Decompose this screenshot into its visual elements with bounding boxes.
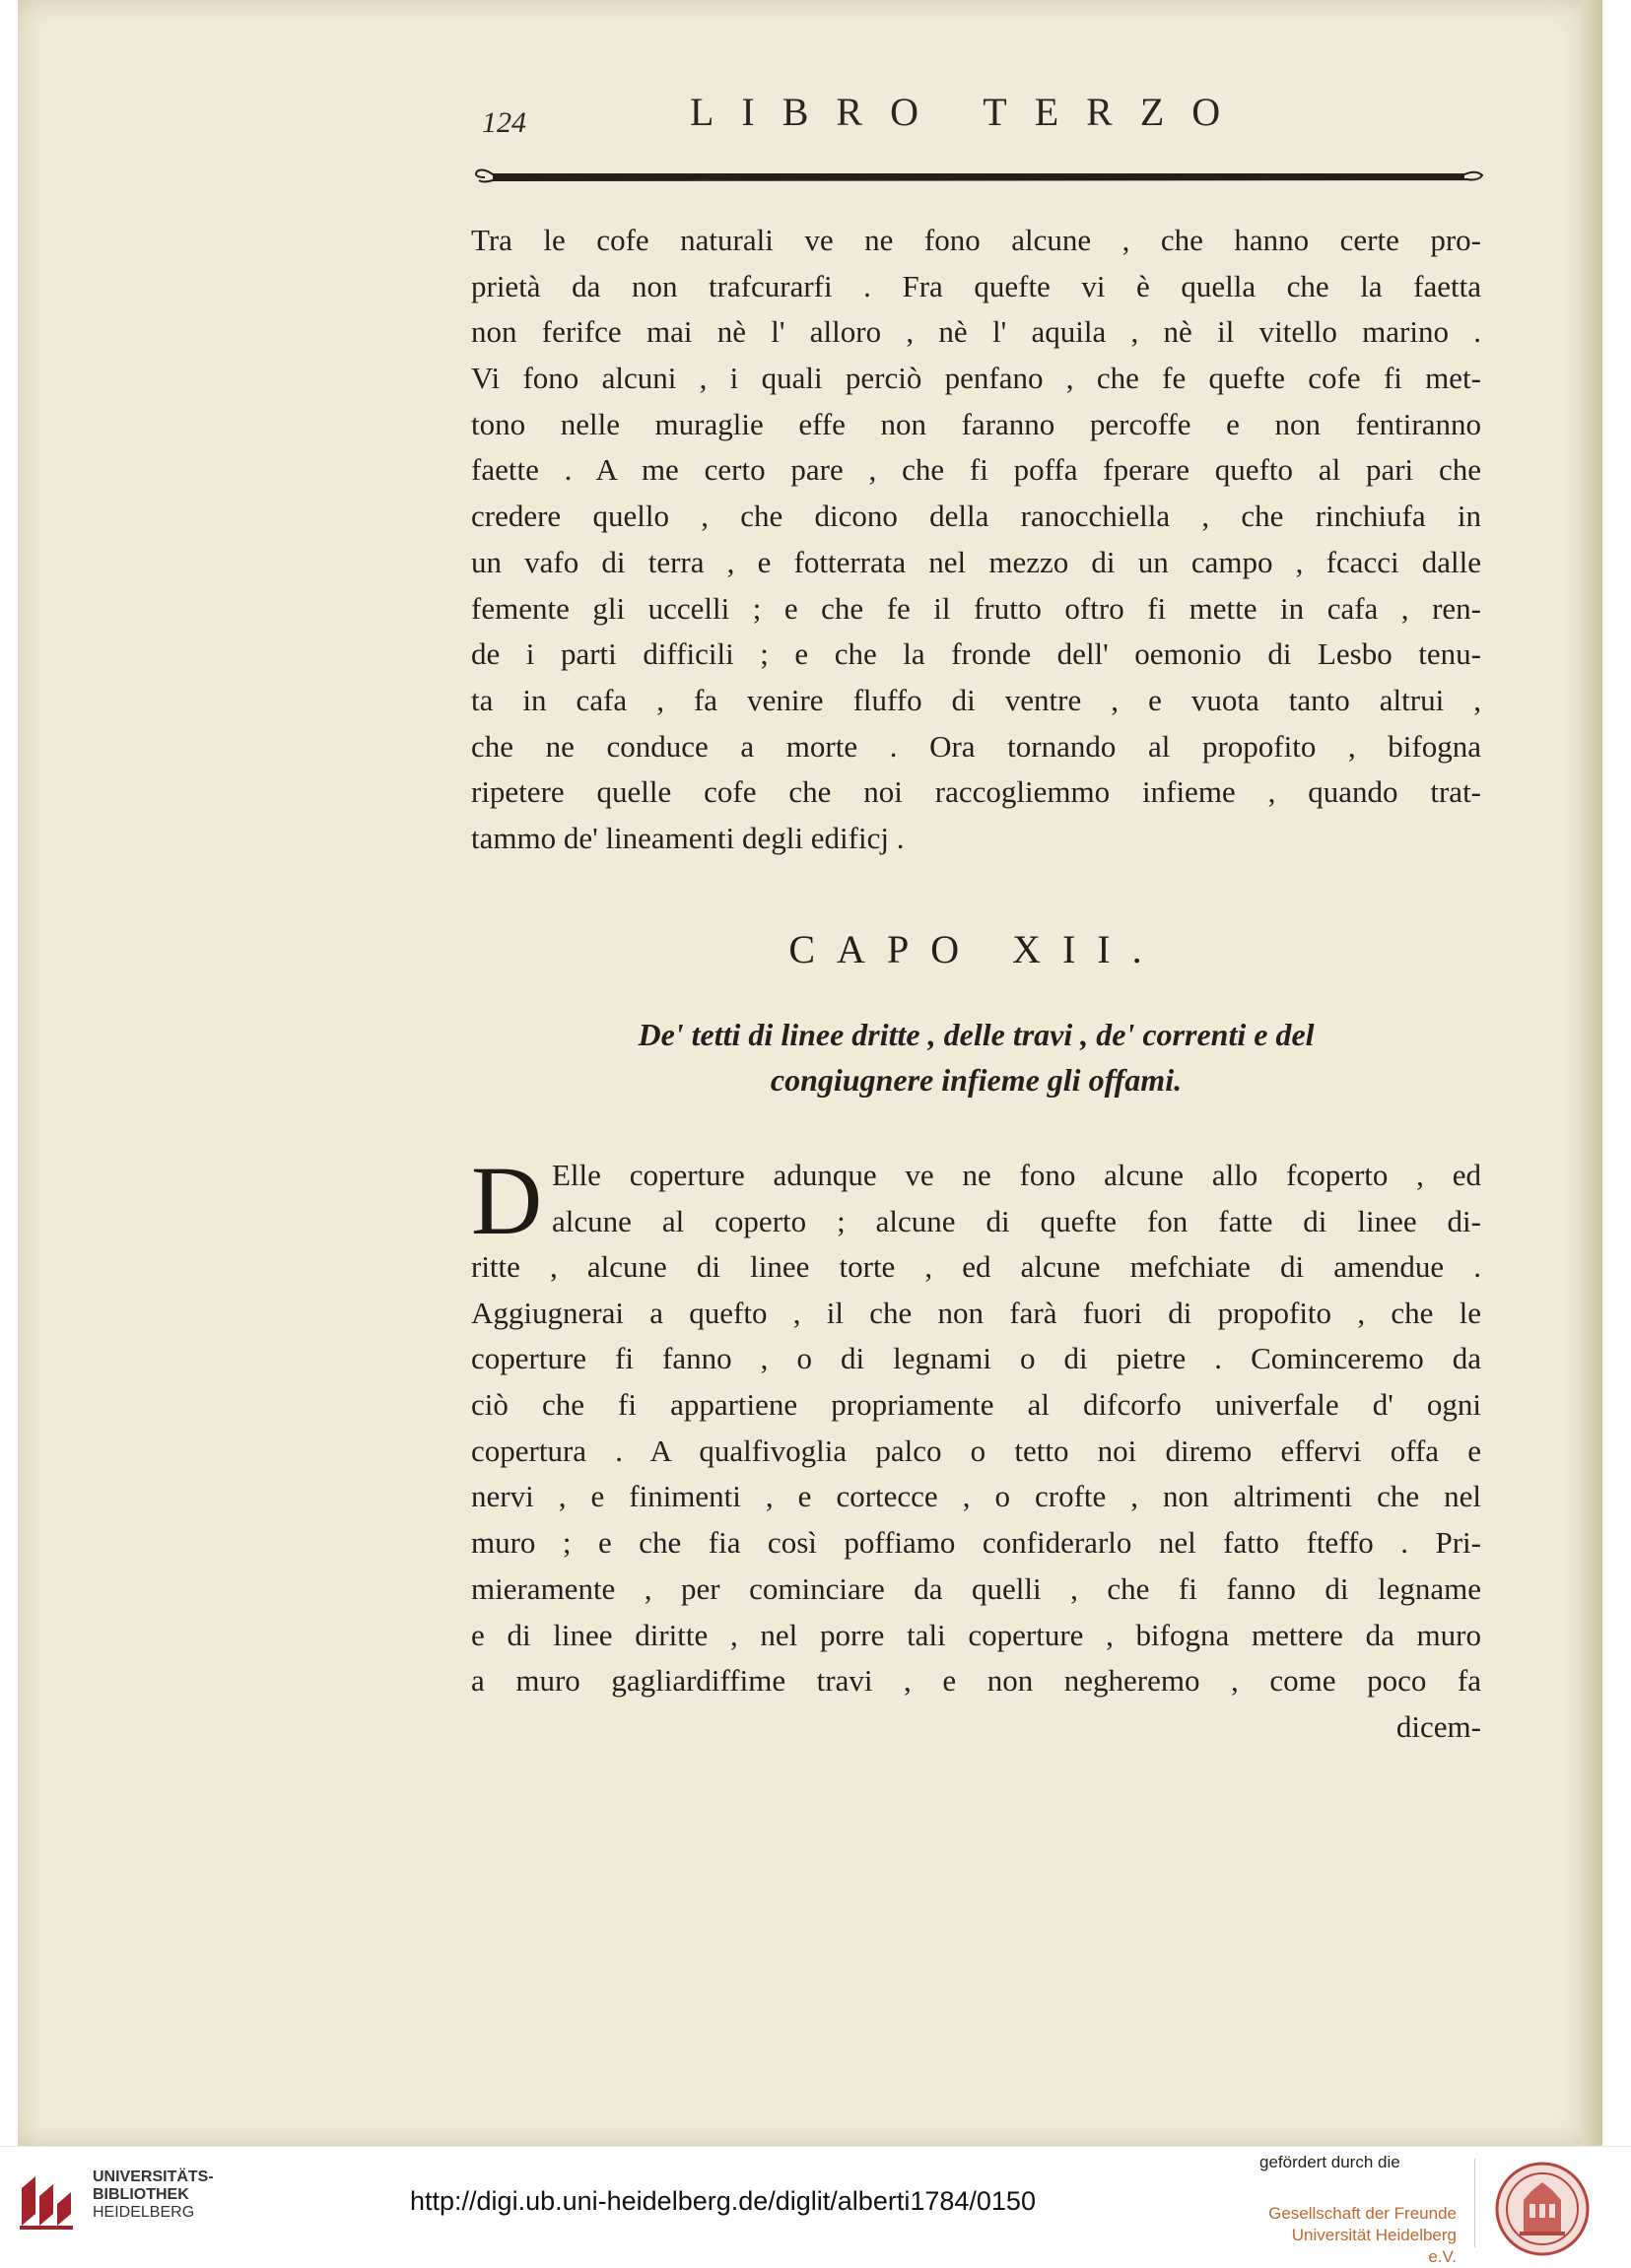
text-line: Aggiugnerai a quefto , il che non farà fuori di propofito , che le <box>471 1295 1481 1330</box>
chapter-subtitle-line: congiugnere infieme gli offami. <box>770 1062 1183 1098</box>
sponsor-label: gefördert durch die <box>1259 2153 1400 2171</box>
text-line: tammo de' lineamenti degli edificj . <box>471 820 905 855</box>
text-line: ripetere quelle cofe che noi raccogliemmo infieme , quando trat- <box>471 774 1481 810</box>
chapter-subtitle <box>471 1012 1481 1102</box>
text-line: che ne conduce a morte . Ora tornando al propofito , bifogna <box>471 728 1481 764</box>
text-line: Vi fono alcuni , i quali perciò penfano , che fe quefte cofe fi met- <box>471 361 1481 396</box>
page-number: 124 <box>482 106 526 139</box>
sponsor-name[interactable] <box>1259 2203 1457 2268</box>
ornamental-rule <box>471 166 1486 189</box>
library-name[interactable] <box>93 2168 214 2222</box>
permalink-url[interactable]: http://digi.ub.uni-heidelberg.de/diglit/alberti1784/0150 <box>410 2186 1036 2216</box>
paragraph-2-opening <box>471 1153 1481 1244</box>
text-line: faette . A me certo pare , che fi poffa fperare quefto al pari che <box>471 452 1481 488</box>
text-line: copertura . A qualfivoglia palco o tetto noi diremo effervi offa e <box>471 1433 1481 1468</box>
text-line: non ferifce mai nè l' alloro , nè l' aquila , nè il vitello marino . <box>471 314 1481 350</box>
text-line: ta in cafa , fa venire fluffo di ventre , e vuota tanto altrui , <box>471 682 1481 717</box>
sponsor-name-line: Universität Heidelberg e.V. <box>1291 2226 1457 2266</box>
text-line: mieramente , per cominciare da quelli , che fi fanno di legname <box>471 1570 1481 1606</box>
paragraph-1 <box>471 218 1481 862</box>
university-seal-icon <box>1494 2161 1591 2257</box>
text-line: Tra le cofe naturali ve ne fono alcune , che hanno certe pro- <box>471 223 1481 257</box>
text-line: Elle coperture adunque ve ne fono alcune allo fcoperto , ed <box>552 1158 1481 1192</box>
footer-divider <box>1474 2159 1475 2247</box>
footer-bar <box>0 2146 1631 2266</box>
chapter-subtitle-line: De' tetti di linee dritte , delle travi , de' correnti e del <box>638 1017 1315 1052</box>
text-line: tono nelle muraglie effe non faranno percoffe e non fentiranno <box>471 406 1481 441</box>
library-name-line: UNIVERSITÄTS- <box>93 2168 214 2185</box>
text-line: ciò che fi appartiene propriamente al difcorfo univerfale d' ogni <box>471 1387 1481 1423</box>
text-line: de i parti difficili ; e che la fronde dell' oemonio di Lesbo tenu- <box>471 636 1481 672</box>
paragraph-2 <box>471 1244 1481 1751</box>
text-line: prietà da non trafcurarfi . Fra quefte vi è quella che la faetta <box>471 268 1481 303</box>
ub-heidelberg-logo-icon[interactable] <box>14 2167 83 2235</box>
text-line: credere quello , che dicono della ranocchiella , che rinchiufa in <box>471 499 1481 534</box>
chapter-title: CAPO XII. <box>788 927 1164 971</box>
running-head: LIBRO TERZO <box>690 90 1249 134</box>
catchword: dicem- <box>1395 1708 1481 1744</box>
text-line: nervi , e finimenti , e cortecce , o crofte , non altrimenti che nel <box>471 1479 1481 1514</box>
text-line: a muro gagliardiffime travi , e non negheremo , come poco fa <box>471 1663 1481 1699</box>
text-line: e di linee diritte , nel porre tali coperture , bifogna mettere da muro <box>471 1617 1481 1652</box>
text-line: alcune al coperto ; alcune di quefte fon fatte di linee di- <box>552 1203 1481 1238</box>
text-line: coperture fi fanno , o di legnami o di pietre . Cominceremo da <box>471 1341 1481 1376</box>
library-name-line: HEIDELBERG <box>93 2204 195 2221</box>
sponsor-name-line: Gesellschaft der Freunde <box>1268 2204 1457 2223</box>
library-name-line: BIBLIOTHEK <box>93 2186 189 2203</box>
page-edge-shadow <box>1581 0 1602 2146</box>
text-line: un vafo di terra , e fotterrata nel mezzo di un campo , fcacci dalle <box>471 544 1481 579</box>
text-line: femente gli uccelli ; e che fe il frutto oftro fi mette in cafa , ren- <box>471 590 1481 626</box>
text-line: muro ; e che fia così poffiamo confiderarlo nel fatto fteffo . Pri- <box>471 1525 1481 1561</box>
text-line: ritte , alcune di linee torte , ed alcune mefchiate di amendue . <box>471 1249 1481 1284</box>
drop-cap: D <box>471 1146 543 1255</box>
